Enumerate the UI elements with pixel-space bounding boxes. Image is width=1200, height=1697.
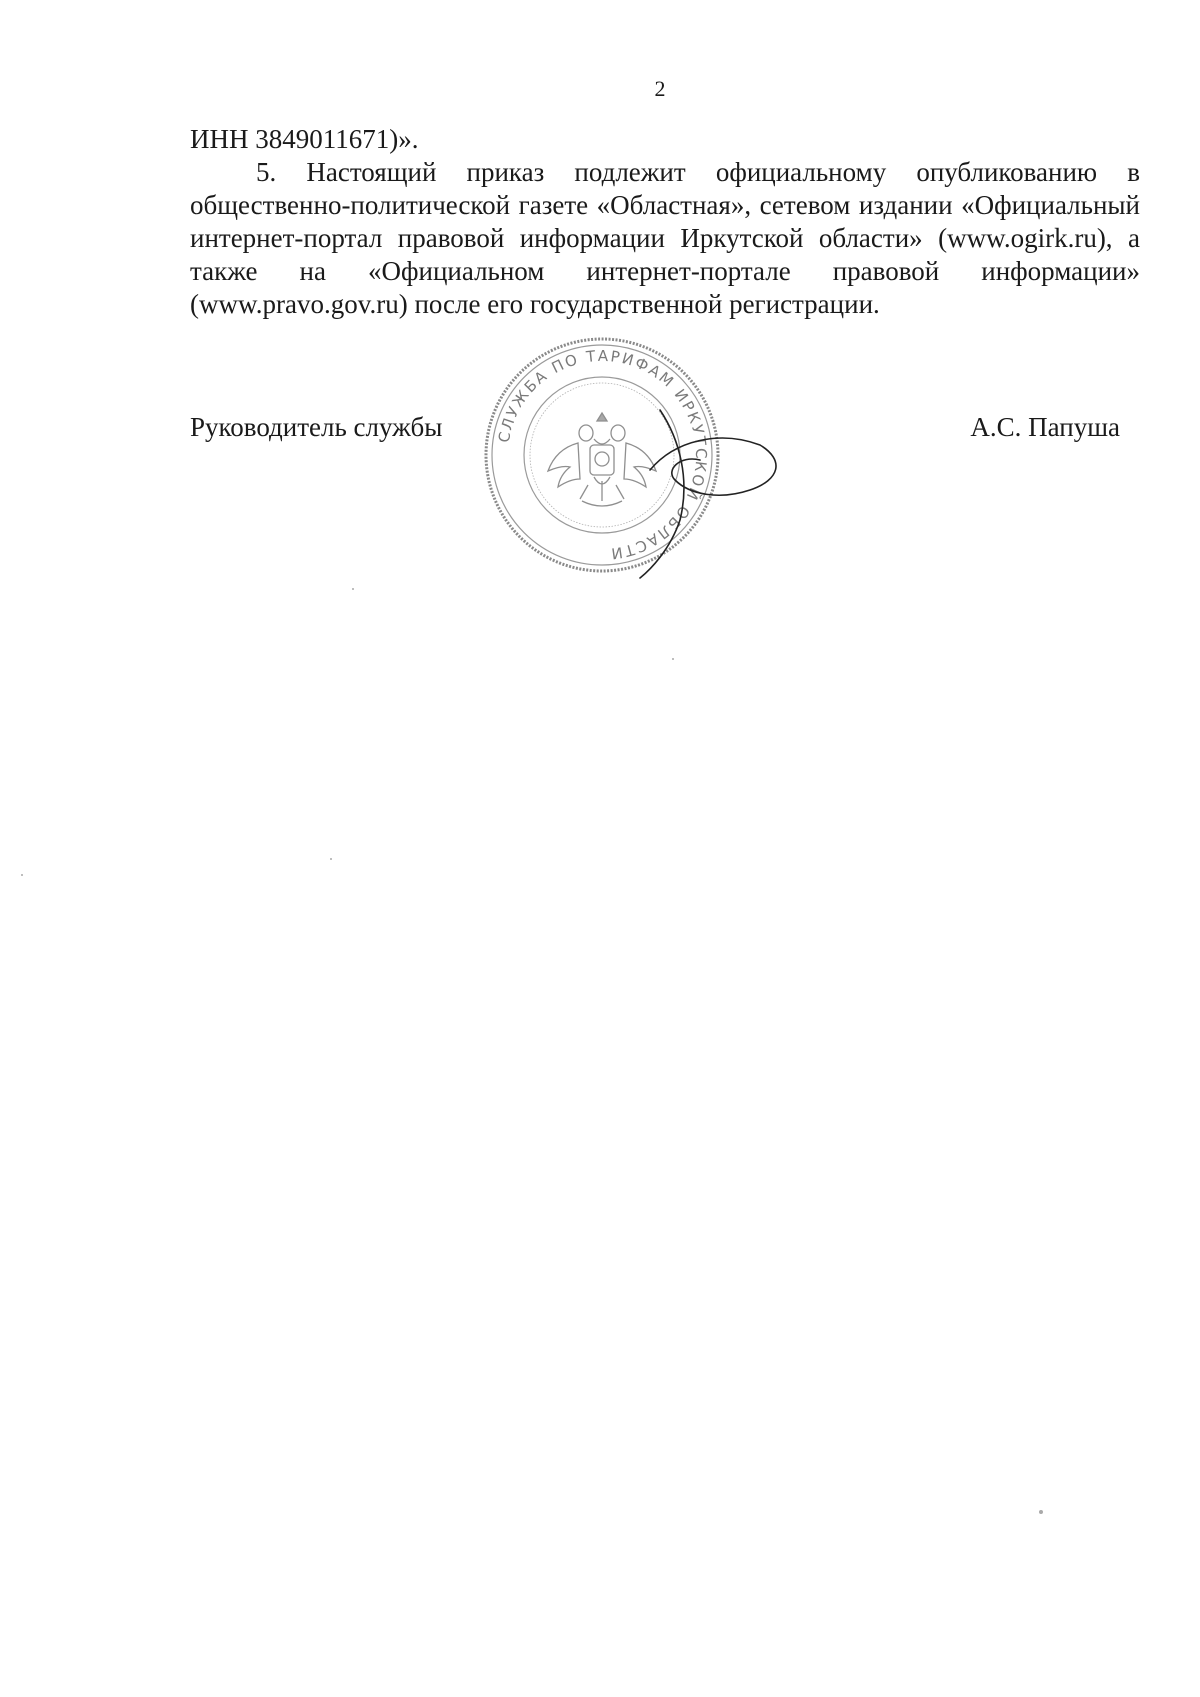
seal-outer-text: СЛУЖБА ПО ТАРИФАМ ИРКУТСКОЙ ОБЛАСТИ [494,346,711,563]
scan-speck [21,874,23,876]
paragraph-inn: ИНН 3849011671)». [190,124,419,154]
scan-speck [330,858,332,860]
scan-speck [352,588,354,590]
signatory-position: Руководитель службы [190,412,443,442]
document-body [190,123,1140,321]
handwritten-signature [620,400,790,580]
signatory-name: А.С. Папуша [970,412,1120,442]
page-number: 2 [654,76,666,101]
scan-speck [1039,1510,1043,1514]
paragraph-publication: 5. Настоящий приказ подлежит официальному опубликованию в общественно-политической газете «Областная», сетевом издании «Официальный интернет-портал правовой информации Иркутской области» (www.ogirk.ru), а также на «Официальном интернет-портале правовой информации» (www.pravo.gov.ru) после его государственной регистрации. [190,157,1140,319]
scan-speck [672,658,674,660]
